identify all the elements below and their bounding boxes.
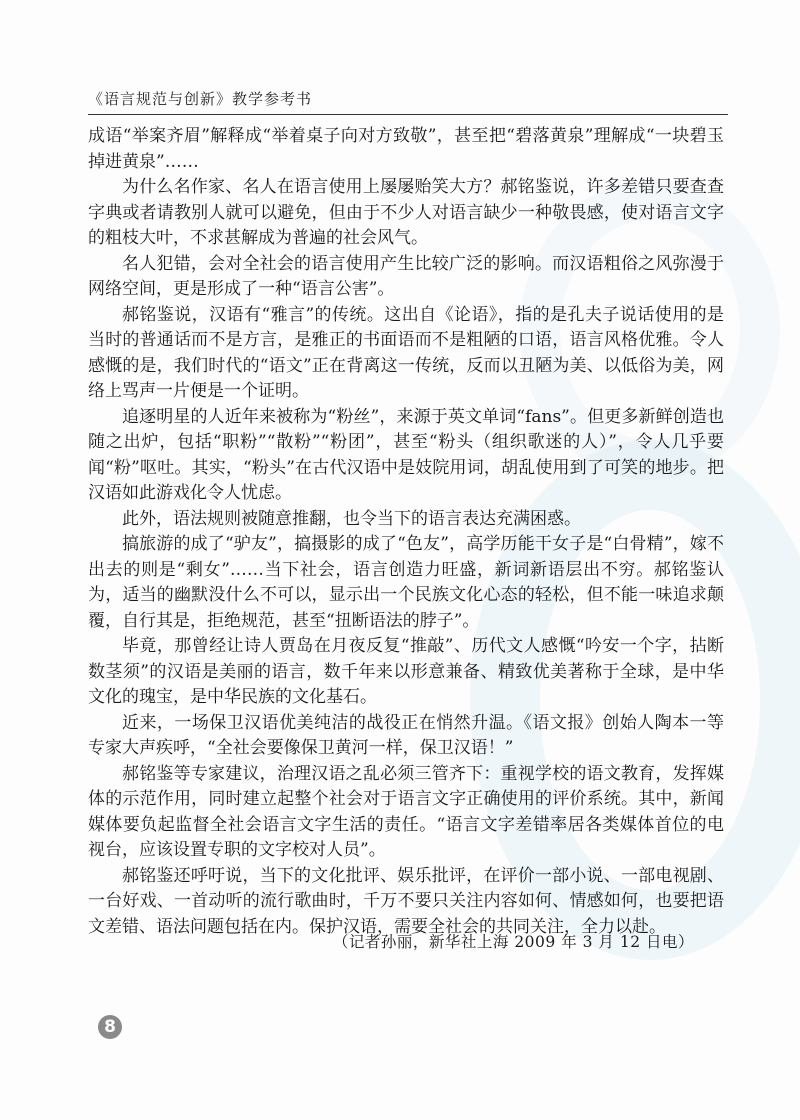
article-body [88, 124, 724, 940]
page-number-badge: 8 [98, 1015, 122, 1039]
header-rule [88, 114, 728, 115]
paragraph: 此外，语法规则被随意推翻，也令当下的语言表达充满困惑。 [122, 508, 581, 529]
paragraph: 近来，一场保卫汉语优美纯洁的战役正在悄然升温。《语文报》创始人陶本一等专家大声疾呼，“全社会要像保卫黄河一样，保卫汉语！” [88, 712, 724, 758]
running-header: 《语言规范与创新》教学参考书 [88, 90, 313, 108]
paragraph: 郝铭鉴还呼吁说，当下的文化批评、娱乐批评，在评价一部小说、一部电视剧、一台好戏、一首动听的流行歌曲时，千万不要只关注内容如何、情感如何，也要把语文差错、语法问题包括在内。保护汉语，需要全社会的共同关注，全力以赴。 [88, 865, 724, 937]
paragraph: 郝铭鉴说，汉语有“雅言”的传统。这出自《论语》，指的是孔夫子说话使用的是当时的普通话而不是方言，是雅正的书面语而不是粗陋的口语，语言风格优雅。令人感慨的是，我们时代的“语文”正在背离这一传统，反而以丑陋为美、以低俗为美，网络上骂声一片便是一个证明。 [88, 304, 724, 401]
paragraph: 追逐明星的人近年来被称为“粉丝”，来源于英文单词“fans”。但更多新鲜创造也随之出炉，包括“职粉”“散粉”“粉团”，甚至“粉头（组织歌迷的人）”，令人几乎要闻“粉”呕吐。其实，“粉头”在古代汉语中是妓院用词，胡乱使用到了可笑的地步。把汉语如此游戏化令人忧虑。 [88, 406, 724, 503]
paragraph: 毕竟，那曾经让诗人贾岛在月夜反复“推敲”、历代文人感慨“吟安一个字，拈断数茎须”的汉语是美丽的语言，数千年来以形意兼备、精致优美著称于全球，是中华文化的瑰宝，是中华民族的文化基石。 [88, 636, 724, 707]
paragraph: 为什么名作家、名人在语言使用上屡屡贻笑大方？郝铭鉴说，许多差错只要查查字典或者请教别人就可以避免，但由于不少人对语言缺少一种敬畏感，使对语言文字的粗枝大叶，不求甚解成为普遍的社会风气。 [88, 177, 724, 248]
byline: （记者孙丽，新华社上海 2009 年 3 月 12 日电） [332, 933, 694, 951]
paragraph: 搞旅游的成了“驴友”，搞摄影的成了“色友”，高学历能干女子是“白骨精”，嫁不出去的则是“剩女”……当下社会，语言创造力旺盛，新词新语层出不穷。郝铭鉴认为，适当的幽默没什么不可以，显示出一个民族文化心态的轻松，但不能一味追求颠覆，自行其是，拒绝规范，甚至“扭断语法的脖子”。 [88, 534, 724, 631]
paragraph: 成语“举案齐眉”解释成“举着桌子向对方致敬”，甚至把“碧落黄泉”理解成“一块碧玉掉进黄泉”…… [88, 126, 724, 172]
paragraph: 名人犯错，会对全社会的语言使用产生比较广泛的影响。而汉语粗俗之风弥漫于网络空间，更是形成了一种“语言公害”。 [88, 253, 724, 299]
paragraph: 郝铭鉴等专家建议，治理汉语之乱必须三管齐下：重视学校的语文教育，发挥媒体的示范作用，同时建立起整个社会对于语言文字正确使用的评价系统。其中，新闻媒体要负起监督全社会语言文字生活的责任。“语言文字差错率居各类媒体首位的电视台，应该设置专职的文字校对人员”。 [88, 763, 724, 860]
